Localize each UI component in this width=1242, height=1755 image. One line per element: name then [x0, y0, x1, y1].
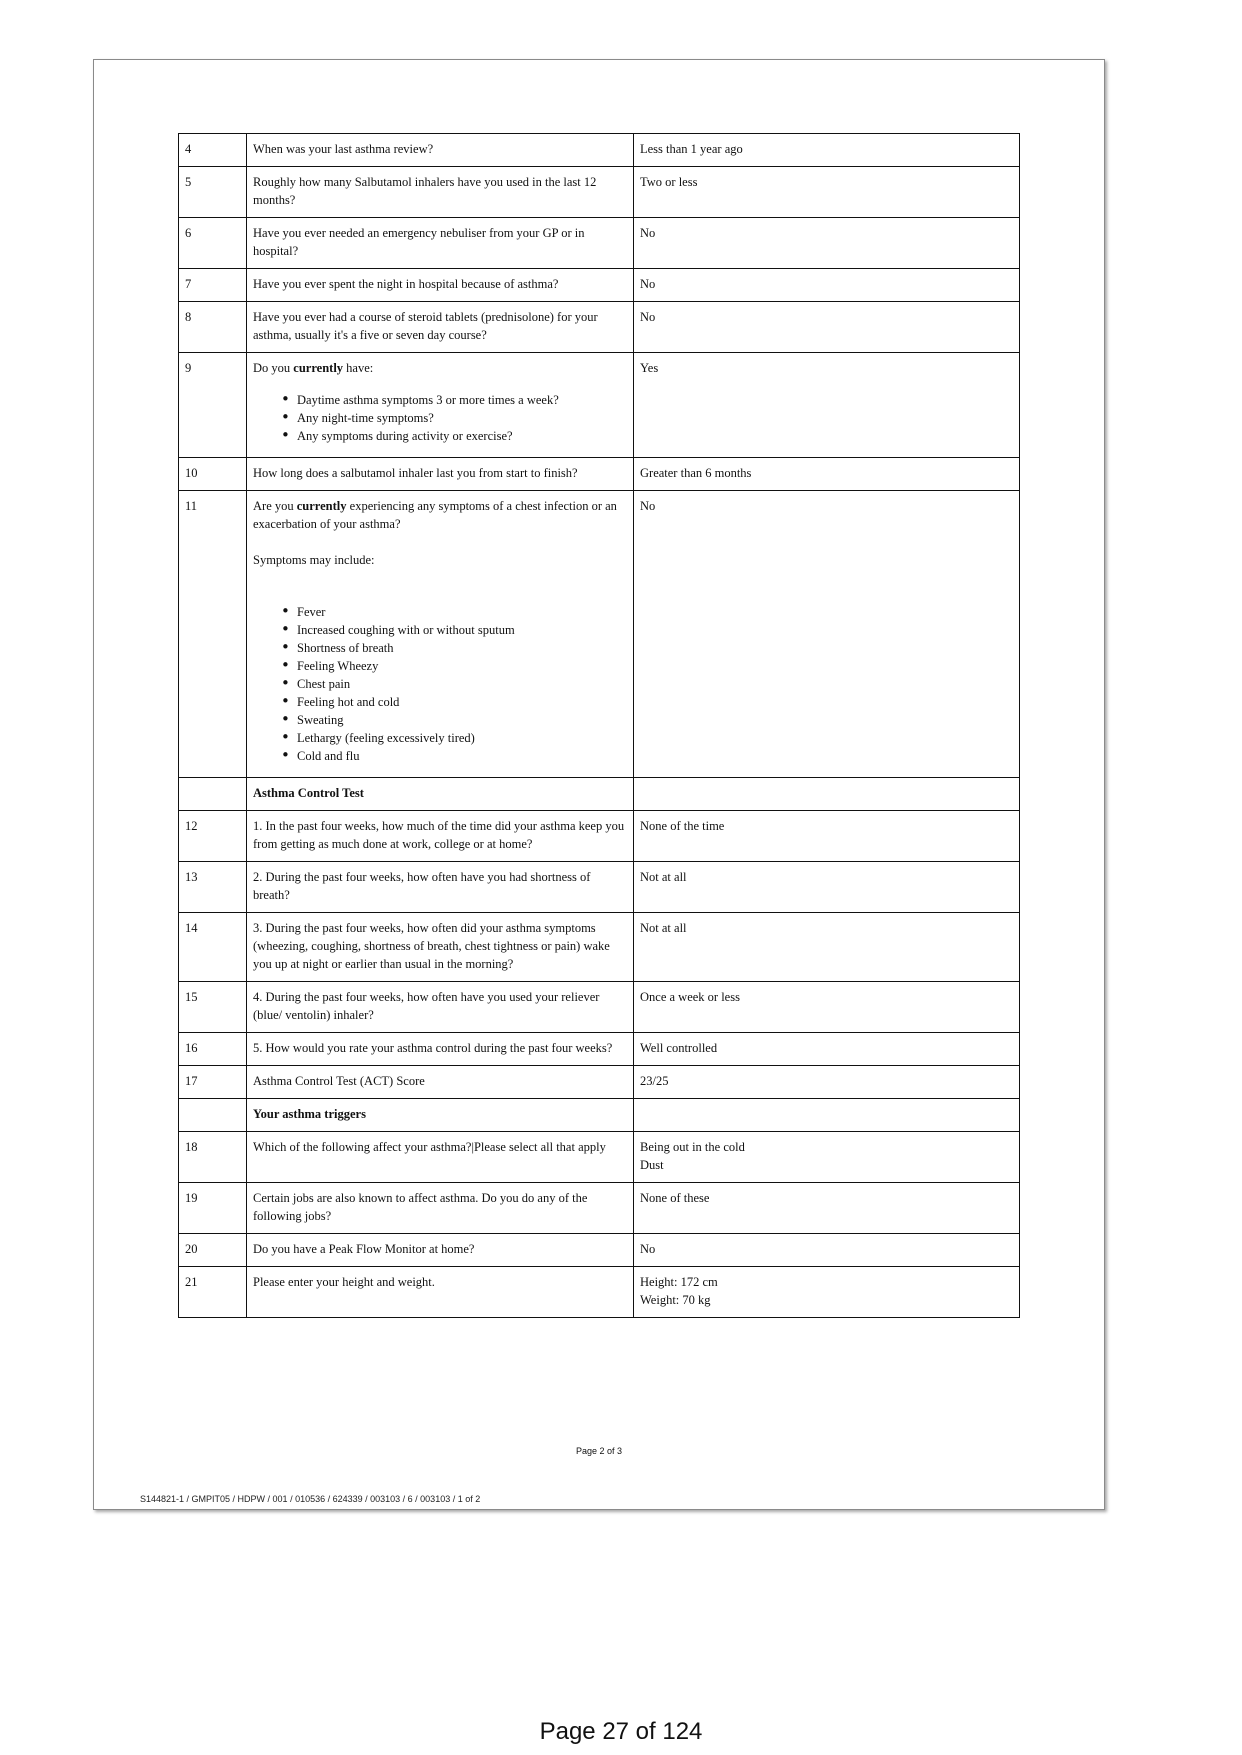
answer-text: Not at all — [634, 862, 1020, 913]
question-number: 19 — [179, 1183, 247, 1234]
table-row — [179, 862, 1020, 913]
question-text: 4. During the past four weeks, how often have you used your reliever (blue/ ventolin) inhaler? — [247, 982, 634, 1033]
table-row — [179, 167, 1020, 218]
question-number: 7 — [179, 269, 247, 302]
table-row — [179, 811, 1020, 862]
question-number — [179, 1099, 247, 1132]
question-number: 4 — [179, 134, 247, 167]
answer-text: Yes — [634, 353, 1020, 458]
answer-text: Well controlled — [634, 1033, 1020, 1066]
question-number: 6 — [179, 218, 247, 269]
list-item: • Fever — [297, 603, 627, 621]
question-text: Asthma Control Test (ACT) Score — [247, 1066, 634, 1099]
question-number: 17 — [179, 1066, 247, 1099]
question-text: 1. In the past four weeks, how much of the time did your asthma keep you from getting as much done at work, college or at home? — [247, 811, 634, 862]
answer-text: Not at all — [634, 913, 1020, 982]
question-sentence — [253, 359, 627, 377]
question-number: 10 — [179, 458, 247, 491]
question-text: Please enter your height and weight. — [247, 1267, 634, 1318]
answer-text — [634, 1132, 1020, 1183]
question-fragment: experiencing any symptoms of a chest infection or an exacerbation of your asthma? — [253, 499, 617, 531]
list-item: • Any night-time symptoms? — [297, 409, 627, 427]
answer-text — [634, 1099, 1020, 1132]
answer-text — [634, 1267, 1020, 1318]
question-text: Certain jobs are also known to affect asthma. Do you do any of the following jobs? — [247, 1183, 634, 1234]
question-number: 18 — [179, 1132, 247, 1183]
question-number — [179, 778, 247, 811]
list-item: • Sweating — [297, 711, 627, 729]
table-row — [179, 1267, 1020, 1318]
answer-text: No — [634, 218, 1020, 269]
list-item: • Lethargy (feeling excessively tired) — [297, 729, 627, 747]
list-item: • Feeling hot and cold — [297, 693, 627, 711]
answer-text: 23/25 — [634, 1066, 1020, 1099]
question-number: 12 — [179, 811, 247, 862]
question-text: Have you ever had a course of steroid tablets (prednisolone) for your asthma, usually it's a five or seven day course? — [247, 302, 634, 353]
answer-text: No — [634, 491, 1020, 778]
question-number: 16 — [179, 1033, 247, 1066]
table-row — [179, 1132, 1020, 1183]
question-fragment: have: — [343, 361, 374, 375]
answer-line: Dust — [640, 1158, 664, 1172]
question-number: 13 — [179, 862, 247, 913]
table-row — [179, 1183, 1020, 1234]
answer-text: Once a week or less — [634, 982, 1020, 1033]
table-row — [179, 913, 1020, 982]
question-number: 5 — [179, 167, 247, 218]
answer-text: Greater than 6 months — [634, 458, 1020, 491]
question-sentence — [253, 497, 627, 533]
question-number: 15 — [179, 982, 247, 1033]
table-row — [179, 1234, 1020, 1267]
question-text: Have you ever spent the night in hospital because of asthma? — [247, 269, 634, 302]
list-item: • Cold and flu — [297, 747, 627, 765]
table-row — [179, 982, 1020, 1033]
table-row — [179, 458, 1020, 491]
inner-page-number: Page 2 of 3 — [575, 1446, 623, 1456]
question-text: How long does a salbutamol inhaler last you from start to finish? — [247, 458, 634, 491]
question-number: 14 — [179, 913, 247, 982]
questionnaire-table — [178, 133, 1020, 1318]
question-number: 11 — [179, 491, 247, 778]
answer-text — [634, 778, 1020, 811]
question-text: Roughly how many Salbutamol inhalers have you used in the last 12 months? — [247, 167, 634, 218]
question-note: Symptoms may include: — [253, 553, 375, 567]
section-header-row — [179, 778, 1020, 811]
question-text: 5. How would you rate your asthma control during the past four weeks? — [247, 1033, 634, 1066]
question-number: 9 — [179, 353, 247, 458]
table-row — [179, 1033, 1020, 1066]
section-title: Asthma Control Test — [247, 778, 634, 811]
answer-text: No — [634, 302, 1020, 353]
emphasis-text: currently — [296, 499, 347, 513]
question-text — [247, 491, 634, 778]
question-text: Have you ever needed an emergency nebuliser from your GP or in hospital? — [247, 218, 634, 269]
table-row — [179, 134, 1020, 167]
answer-line: Height: 172 cm — [640, 1275, 718, 1289]
table-row — [179, 218, 1020, 269]
question-fragment: Are you — [253, 499, 297, 513]
answer-text: Two or less — [634, 167, 1020, 218]
question-text — [247, 353, 634, 458]
table-row — [179, 269, 1020, 302]
answer-text: Less than 1 year ago — [634, 134, 1020, 167]
question-number: 8 — [179, 302, 247, 353]
bullet-list — [253, 391, 627, 445]
table-row — [179, 302, 1020, 353]
answer-line: Being out in the cold — [640, 1140, 745, 1154]
document-page — [93, 59, 1105, 1510]
question-text: Which of the following affect your asthma?|Please select all that apply — [247, 1132, 634, 1183]
list-item: • Chest pain — [297, 675, 627, 693]
table-row — [179, 1066, 1020, 1099]
answer-text: No — [634, 269, 1020, 302]
list-item: • Increased coughing with or without sputum — [297, 621, 627, 639]
list-item: • Any symptoms during activity or exercise? — [297, 427, 627, 445]
answer-line: Weight: 70 kg — [640, 1293, 711, 1307]
section-title: Your asthma triggers — [247, 1099, 634, 1132]
table-row — [179, 491, 1020, 778]
answer-text: None of these — [634, 1183, 1020, 1234]
list-item: • Feeling Wheezy — [297, 657, 627, 675]
question-fragment: Do you — [253, 361, 294, 375]
list-item: • Daytime asthma symptoms 3 or more times a week? — [297, 391, 627, 409]
question-number: 21 — [179, 1267, 247, 1318]
outer-page-number: Page 27 of 124 — [539, 1718, 703, 1745]
list-item: • Shortness of breath — [297, 639, 627, 657]
answer-text: None of the time — [634, 811, 1020, 862]
question-text: When was your last asthma review? — [247, 134, 634, 167]
section-header-row — [179, 1099, 1020, 1132]
question-text: 2. During the past four weeks, how often have you had shortness of breath? — [247, 862, 634, 913]
document-reference-code: S144821-1 / GMPIT05 / HDPW / 001 / 010536 / 624339 / 003103 / 6 / 003103 / 1 of 2 — [140, 1494, 481, 1504]
question-text: 3. During the past four weeks, how often did your asthma symptoms (wheezing, coughing, shortness of breath, chest tightness or pain) wake you up at night or earlier than usual in the morning? — [247, 913, 634, 982]
question-number: 20 — [179, 1234, 247, 1267]
emphasis-text: currently — [293, 361, 344, 375]
question-text: Do you have a Peak Flow Monitor at home? — [247, 1234, 634, 1267]
answer-text: No — [634, 1234, 1020, 1267]
bullet-list — [253, 603, 627, 765]
table-row — [179, 353, 1020, 458]
